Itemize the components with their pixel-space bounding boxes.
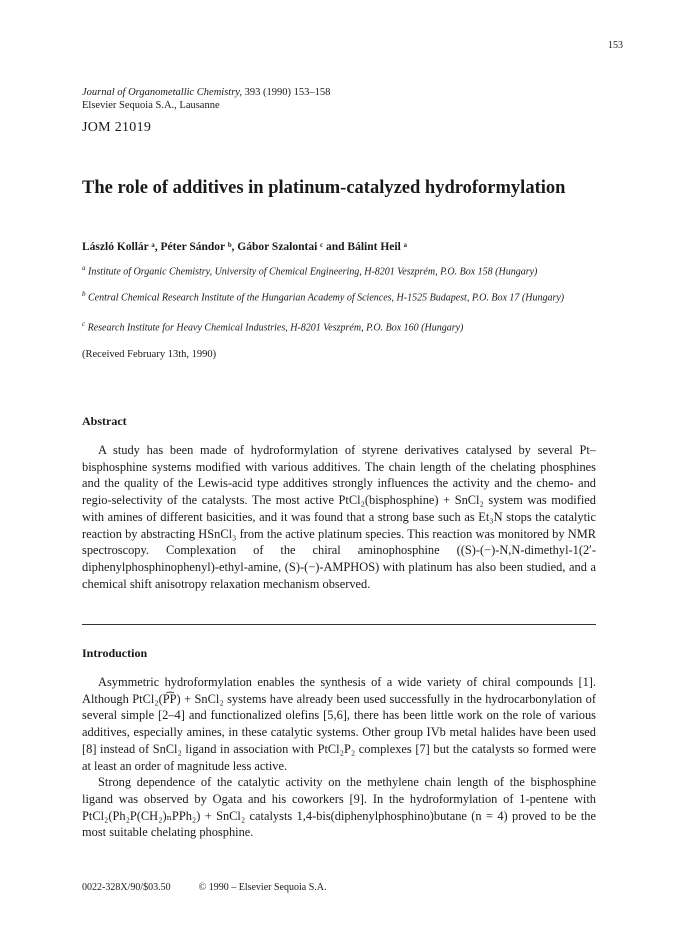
journal-name: Journal of Organometallic Chemistry,	[82, 87, 243, 98]
article-title: The role of additives in platinum-catalyzed hydroformylation	[82, 178, 566, 198]
abstract-body	[82, 442, 596, 592]
section-divider	[82, 624, 596, 625]
journal-code: JOM 21019	[82, 120, 152, 135]
affiliation-mark: b	[82, 290, 86, 298]
received-date: (Received February 13th, 1990)	[82, 349, 217, 360]
affiliation-text: Research Institute for Heavy Chemical Industries, H-8201 Veszprém, P.O. Box 160 (Hungary)	[87, 322, 464, 334]
affiliation-mark: c	[82, 320, 86, 328]
journal-citation	[82, 86, 330, 99]
affiliation-mark: a	[82, 264, 86, 272]
publisher: Elsevier Sequoia S.A., Lausanne	[82, 100, 220, 111]
abstract-text: A study has been made of hydroformylation of styrene derivatives catalysed by several Pt–bisphosphine systems modified with various additives. The chain length of the chelating phosphines and the quality of the Lewis-acid type additives strongly influences the activity and the chemo- and regio-selectivity of the catalysts. The most active PtCl₂(bisphosphine) + SnCl₂ system was modified with amines of different basicities, and it was found that a strong base such as Et₃N stops the catalytic reaction by abstracting HSnCl₃ from the active platinum species. This reaction was monitored by NMR spectroscopy. Complexation of the chiral aminophosphine ((S)-(−)-N,N-dimethyl-1(2′-diphenylphosphinophenyl)-ethyl-amine, (S)-(−)-AMPHOS) with platinum has also been studied, and a chemical shift anisotropy relaxation mechanism observed.	[82, 443, 596, 591]
author-list: László Kollár ᵃ, Péter Sándor ᵇ, Gábor Szalontai ᶜ and Bálint Heil ᵃ	[82, 241, 408, 253]
page-number: 153	[608, 40, 623, 51]
introduction-paragraph-1: Asymmetric hydroformylation enables the synthesis of a wide variety of chiral compounds [1]. Although PtCl₂(P͡P) + SnCl₂ systems have already been used successfully in the hydrocarbonylation of several simple [2–4] and functionalized olefins [5,6], there has been little work on the role of various additives, especially amines, in these catalytic systems. Other group IVb metal halides have been used [8] instead of SnCl₂ ligand in association with PtCl₂P₂ complexes [7] but the catalysts so formed were at least an order of magnitude less active.	[82, 675, 596, 773]
affiliation-a	[82, 262, 622, 279]
affiliation-c	[82, 318, 622, 335]
affiliation-text: Institute of Organic Chemistry, University of Chemical Engineering, H-8201 Veszprém, P.O. Box 158 (Hungary)	[88, 266, 538, 278]
copyright-notice: © 1990 – Elsevier Sequoia S.A.	[198, 882, 327, 893]
introduction-paragraph-2: Strong dependence of the catalytic activity on the methylene chain length of the bisphosphine ligand was observed by Ogata and his coworkers [9]. In the hydroformylation of 1-pentene with PtCl₂(Ph₂P(CH₂)ₙPPh₂) + SnCl₂ catalysts 1,4-bis(diphenylphosphino)butane (n = 4) proved to be the most suitable chelating phosphine.	[82, 775, 596, 840]
journal-volume: 393 (1990) 153–158	[242, 87, 331, 98]
page-footer	[82, 882, 326, 893]
affiliation-b	[82, 288, 622, 305]
issn-price: 0022-328X/90/$03.50	[82, 882, 171, 893]
abstract-heading: Abstract	[82, 414, 127, 428]
affiliation-text: Central Chemical Research Institute of the Hungarian Academy of Sciences, H-1525 Budapest, P.O. Box 17 (Hungary)	[88, 292, 565, 304]
introduction-heading: Introduction	[82, 646, 148, 660]
introduction-body	[82, 674, 596, 841]
